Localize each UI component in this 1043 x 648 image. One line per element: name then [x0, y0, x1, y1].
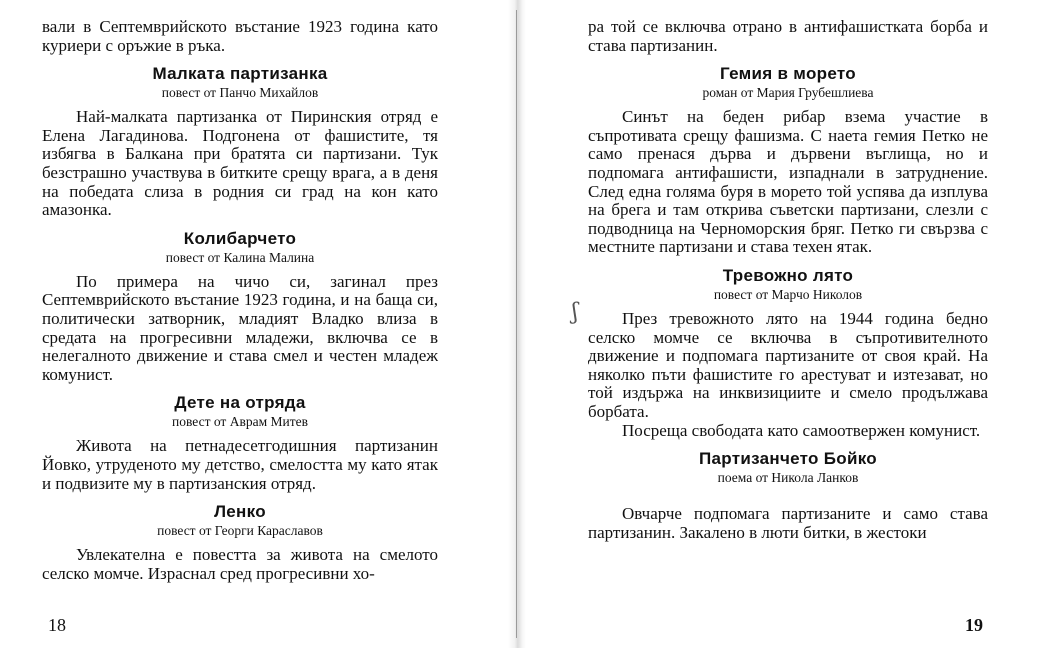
right-intro-text: ра той се включва отрано в антифашистката борба и става партизанин.	[588, 17, 988, 55]
page-number-left: 18	[48, 615, 66, 635]
entry-paragraph: Посреща свободата като самоотвержен комунист.	[622, 420, 981, 440]
margin-pencil-mark: ʃ	[572, 300, 578, 325]
entry-lenko	[42, 502, 438, 583]
left-page	[0, 0, 505, 648]
entry-title: Тревожно лято	[722, 265, 854, 285]
right-text-column	[588, 18, 988, 542]
entry-trevozhno-lyato	[588, 266, 988, 440]
entry-subtitle: повест от Георги Караславов	[157, 523, 323, 539]
entry-subtitle: повест от Панчо Михайлов	[161, 85, 319, 101]
entry-paragraph: Увлекателна е повестта за живота на смелото селско момче. Израснал сред прогресивни хо-	[42, 545, 438, 583]
entry-subtitle: повест от Марчо Николов	[713, 286, 863, 302]
entry-dete-na-otryada	[42, 393, 438, 493]
entry-subtitle: повест от Калина Малина	[165, 249, 315, 265]
entry-partizancheto-boyko	[588, 449, 988, 542]
entry-subtitle: роман от Мария Грубешлиева	[702, 85, 874, 101]
entry-title: Колибарчето	[183, 228, 297, 248]
entry-title: Малката партизанка	[152, 64, 328, 84]
entry-title: Партизанчето Бойко	[699, 449, 877, 469]
right-page	[528, 0, 1043, 648]
book-gutter	[508, 0, 526, 648]
gutter-fold-line	[516, 10, 517, 638]
page-number-right: 19	[965, 615, 983, 635]
entry-paragraph: По примера на чичо си, загинал през Септемврийското въстание 1923 година, и на баща си, политически затворник, младият Владко влиза в средата на прогресивни младежи, включва се в нелегалното движение и става смел и честен младеж комунист.	[42, 271, 438, 384]
entry-paragraph: Овчарче подпомага партизаните и само става партизанин. Закалено в люти битки, в жестоки	[588, 504, 988, 542]
entry-gemiya-v-moreto	[588, 64, 988, 257]
entry-title: Ленко	[214, 502, 266, 522]
entry-title: Дете на отряда	[174, 393, 306, 413]
entry-paragraph: Най-малката партизанка от Пиринския отряд е Елена Лагадинова. Подгонена от фашистите, тя избягва в Балкана при братята си партизани. Тук безстрашно участвува в битките срещу врага, а в деня на победата слиза в родния си град на кон като амазонка.	[42, 107, 438, 220]
entry-malkata-partizanka	[42, 64, 438, 220]
entry-paragraph: Синът на беден рибар взема участие в съпротивата срещу фашизма. С наета гемия Петко не само пренася дърва и дървени въглища, но и подпомага антифашисти, изпаднали в затруднение. След една голяма буря в морето той успява да изплува на брега и там открива съветски партизани, слезли с подводница на Черноморския бряг. Петко ги свързва с местните партизани и става техен ятак.	[588, 107, 988, 257]
entry-paragraph: Живота на петнадесетгодишния партизанин Йовко, утруденото му детство, смелостта му като ятак и подвизите му в партизанския отряд.	[42, 436, 438, 493]
entry-kolibarcheto	[42, 229, 438, 385]
entry-subtitle: поема от Никола Ланков	[717, 470, 859, 486]
entry-paragraph: През тревожното лято на 1944 година бедно селско момче се включва в съпротивителното движение и подпомага партизаните от своя край. На няколко пъти фашистите го арестуват и изтезават, но той издържа на инквизициите и смело продължава борбата.	[588, 308, 988, 421]
entry-subtitle: повест от Аврам Митев	[172, 414, 308, 430]
left-text-column	[42, 18, 438, 583]
left-intro-text: вали в Септемврийското въстание 1923 година като куриери с оръжие в ръка.	[42, 17, 438, 55]
entry-title: Гемия в морето	[720, 64, 856, 84]
